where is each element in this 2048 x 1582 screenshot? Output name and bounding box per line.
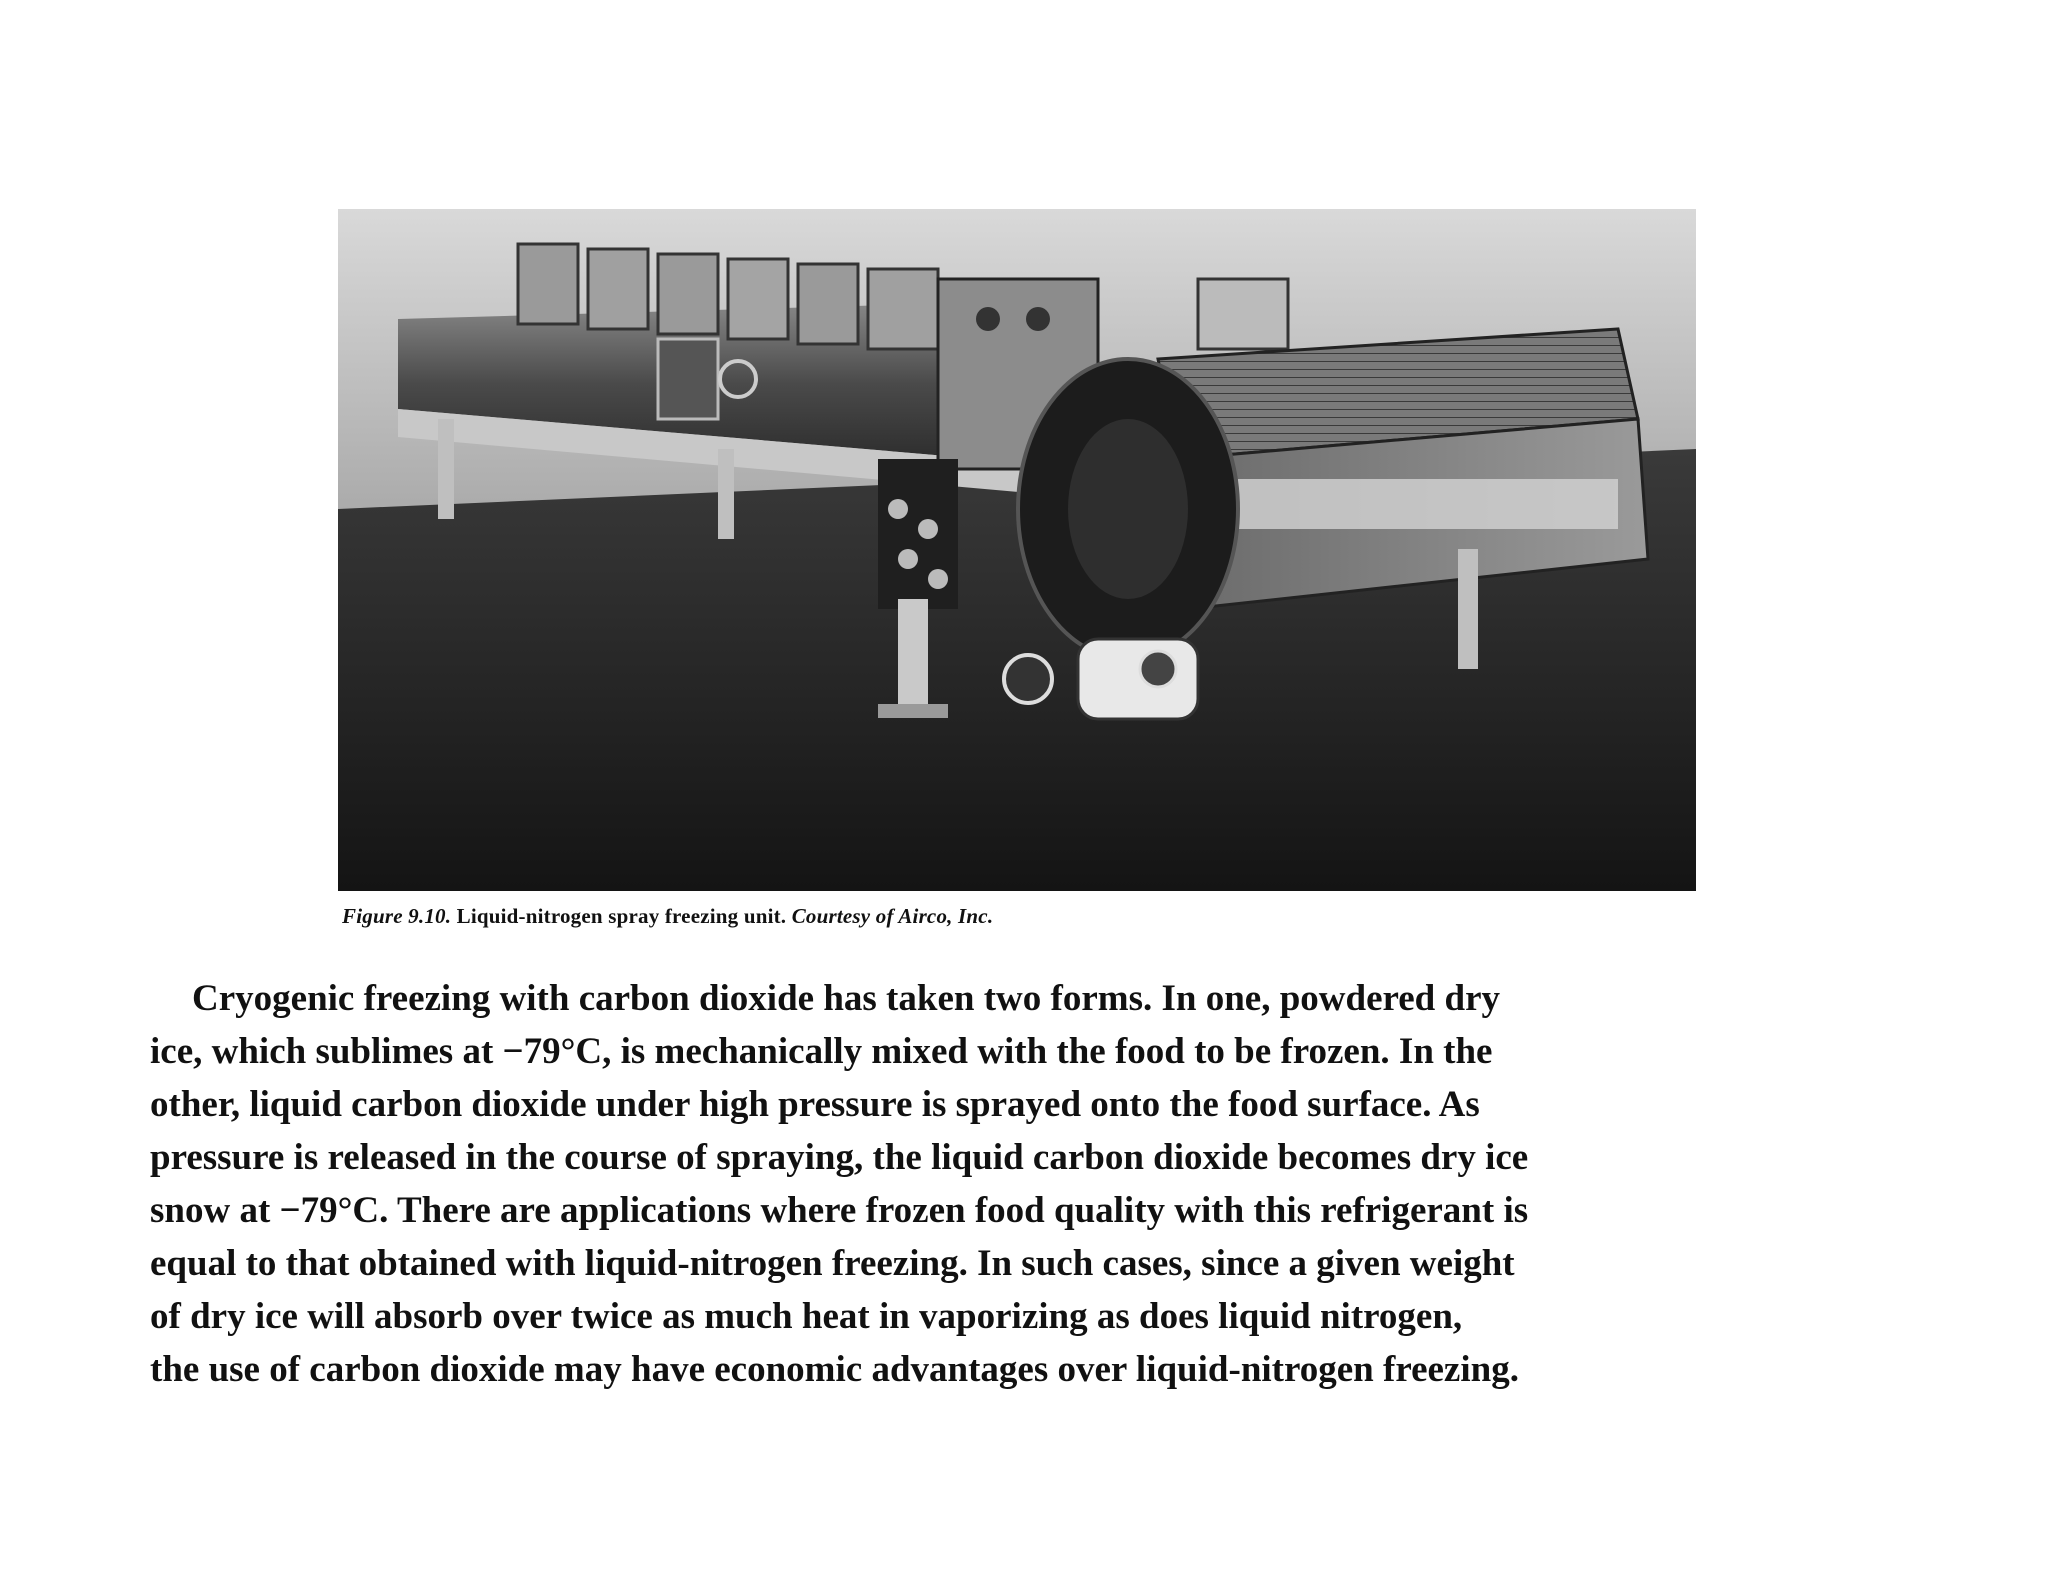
paragraph-line: ice, which sublimes at −79°C, is mechanically mixed with the food to be frozen. In the <box>150 1031 1493 1072</box>
paragraph-line: snow at −79°C. There are applications where frozen food quality with this refrigerant is <box>150 1190 1529 1231</box>
freezing-unit-photo <box>338 209 1696 891</box>
paragraph-line: pressure is released in the course of spraying, the liquid carbon dioxide becomes dry ice <box>150 1137 1529 1178</box>
figure-title: Liquid-nitrogen spray freezing unit. <box>456 904 787 928</box>
paragraph-line: of dry ice will absorb over twice as much heat in vaporizing as does liquid nitrogen, <box>150 1296 1463 1337</box>
paragraph-line: equal to that obtained with liquid-nitrogen freezing. In such cases, since a given weight <box>150 1243 1515 1284</box>
freezing-tunnel-photo-icon <box>338 209 1696 891</box>
figure-credit: Courtesy of Airco, Inc. <box>791 904 994 928</box>
paragraph-line: other, liquid carbon dioxide under high pressure is sprayed onto the food surface. As <box>150 1084 1480 1125</box>
figure-caption <box>342 904 993 929</box>
body-paragraph <box>150 972 1910 1396</box>
figure-label: Figure 9.10. <box>342 904 452 928</box>
paragraph-line: the use of carbon dioxide may have economic advantages over liquid-nitrogen freezing. <box>150 1349 1519 1390</box>
paragraph-line: Cryogenic freezing with carbon dioxide has taken two forms. In one, powdered dry <box>192 978 1500 1019</box>
